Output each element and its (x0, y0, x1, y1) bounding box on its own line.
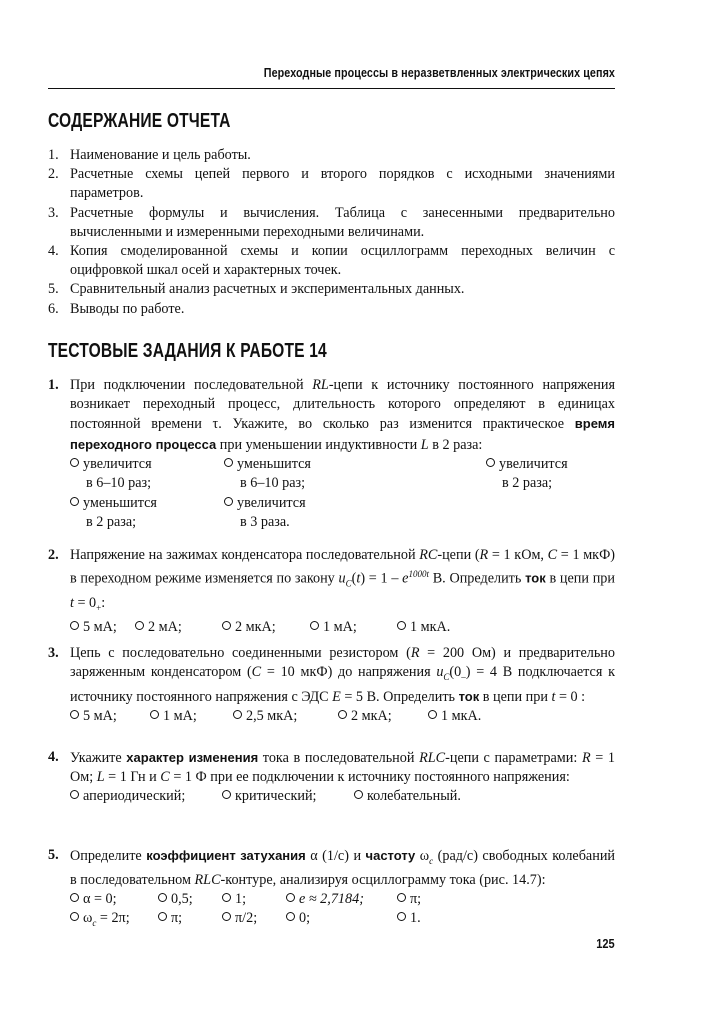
answer-option[interactable]: e ≈ 2,7184; (286, 890, 364, 909)
answer-option[interactable]: увеличится в 2 раза; (486, 455, 568, 493)
radio-circle-icon[interactable] (397, 912, 406, 921)
radio-circle-icon[interactable] (222, 621, 231, 630)
answer-option[interactable]: увеличится в 6–10 раз; (70, 455, 152, 493)
question-2: 2. Напряжение на зажимах конденсатора последовательной RC-цепи (R = 1 кОм, C = 1 мкФ) в переходном режиме изменяется по закону $u_C(t) = 1 - e^{1000t}$ В. Определить ток в цепи при $t = 0_+$: 5 мА; 2 мА; 2 мкА; 1 мА; 1 мкА. (48, 546, 615, 638)
answer-option[interactable]: π; (158, 909, 182, 928)
answer-option[interactable]: колебательный. (354, 787, 461, 806)
radio-circle-icon[interactable] (354, 790, 363, 799)
list-item: 5. Сравнительный анализ расчетных и экспериментальных данных. (48, 281, 465, 298)
question-5: 5. Определите коэффициент затухания α (1/с) и частоту $\omega_c$ (рад/с) свободных колебаний в последовательном RLC-контуре, анализируя осциллограмму тока (рис. 14.7): α = 0; 0,5; 1; e ≈ 2,7184; π; $\omega_c = 2\pi$; π; π/2; 0; 1. (48, 846, 615, 930)
page-number: 125 (596, 936, 615, 951)
answer-options (70, 707, 615, 727)
radio-circle-icon[interactable] (70, 790, 79, 799)
answer-option[interactable]: 5 мА; (70, 618, 117, 637)
radio-circle-icon[interactable] (224, 458, 233, 467)
question-1: 1. При подключении последовательной RL-цепи к источнику постоянного напряжения возникает переходный процесс, длительность которого определяют в единицах постоянной времени τ. Укажите, во сколько раз изменится практическое время переходного процесса при уменьшении индуктивности L в 2 раза: увеличится в 6–10 раз; уменьшится в 6–10 раз; увеличится в 2 раза; уменьшится в 2 раза; увеличится в 3 раза. (48, 376, 615, 535)
answer-option[interactable]: 1 мА; (150, 707, 197, 726)
answer-option[interactable]: 1 мкА. (397, 618, 450, 637)
question-4: 4. Укажите характер изменения тока в последовательной RLC-цепи с параметрами: R = 1 Ом; L = 1 Гн и C = 1 Ф при ее подключении к источнику постоянного напряжения: апериодический; критический; колебательный. (48, 748, 615, 807)
radio-circle-icon[interactable] (338, 710, 347, 719)
list-item: 1. Наименование и цель работы. (48, 147, 251, 163)
section-title-tests: ТЕСТОВЫЕ ЗАДАНИЯ К РАБОТЕ 14 (48, 340, 327, 362)
running-head: Переходные процессы в неразветвленных электрических цепях (263, 66, 615, 80)
answer-option[interactable]: 1 мА; (310, 618, 357, 637)
radio-circle-icon[interactable] (222, 912, 231, 921)
answer-option[interactable]: уменьшится в 2 раза; (70, 494, 157, 532)
section-title-report: СОДЕРЖАНИЕ ОТЧЕТА (48, 110, 231, 132)
answer-option[interactable]: 5 мА; (70, 707, 117, 726)
radio-circle-icon[interactable] (70, 458, 79, 467)
question-3: 3. Цепь с последовательно соединенными резистором (R = 200 Ом) и предварительно заряженным конденсатором (C = 10 мкФ) до напряжения $u_C(0_-) = 4$ В подключается к источнику постоянного напряжения с ЭДС E = 5 В. Определить ток в цепи при t = 0 : 5 мА; 1 мА; 2,5 мкА; 2 мкА; 1 мкА. (48, 644, 615, 727)
radio-circle-icon[interactable] (224, 497, 233, 506)
radio-circle-icon[interactable] (150, 710, 159, 719)
answer-option[interactable]: 1; (222, 890, 246, 909)
radio-circle-icon[interactable] (70, 893, 79, 902)
report-contents-list (48, 146, 615, 319)
answer-option[interactable]: уменьшится в 6–10 раз; (224, 455, 311, 493)
question-text: Определите коэффициент затухания α (1/с) и частоту $\omega_c$ (рад/с) свободных колебаний в последовательном RLC-контуре, анализируя осциллограмму тока (рис. 14.7): (70, 848, 616, 889)
list-item: 2. Расчетные схемы цепей первого и второго порядков с исходными значениями параметров. (48, 166, 615, 202)
answer-option[interactable]: 2 мкА; (338, 707, 392, 726)
radio-circle-icon[interactable] (222, 893, 231, 902)
answer-option[interactable]: π; (397, 890, 421, 909)
question-text: При подключении последовательной RL-цепи к источнику постоянного напряжения возникает переходный процесс, длительность которого определяют в единицах постоянной времени τ. Укажите, во сколько раз изменится практическое время переходного процесса при уменьшении индуктивности L в 2 раза: (70, 377, 615, 453)
header-rule (48, 88, 615, 89)
answer-option[interactable]: $\omega_c = 2\pi$; (70, 909, 130, 933)
radio-circle-icon[interactable] (70, 912, 79, 921)
radio-circle-icon[interactable] (158, 893, 167, 902)
radio-circle-icon[interactable] (286, 893, 295, 902)
answer-option[interactable]: критический; (222, 787, 316, 806)
radio-circle-icon[interactable] (233, 710, 242, 719)
list-item: 3. Расчетные формулы и вычисления. Таблица с занесенными предварительно вычисленными и измеренными переходными величинами. (48, 204, 615, 240)
radio-circle-icon[interactable] (428, 710, 437, 719)
radio-circle-icon[interactable] (70, 710, 79, 719)
answer-option[interactable]: 1 мкА. (428, 707, 481, 726)
list-item: 4. Копия смоделированной схемы и копии осциллограмм переходных величин с оцифровкой шкал осей и характерных точек. (48, 243, 615, 279)
answer-options (70, 455, 615, 535)
answer-options (70, 618, 615, 638)
answer-option[interactable]: π/2; (222, 909, 257, 928)
radio-circle-icon[interactable] (135, 621, 144, 630)
radio-circle-icon[interactable] (286, 912, 295, 921)
answer-option[interactable]: 0; (286, 909, 310, 928)
answer-option[interactable]: 2,5 мкА; (233, 707, 297, 726)
answer-option[interactable]: α = 0; (70, 890, 117, 909)
answer-option[interactable]: апериодический; (70, 787, 185, 806)
answer-options (70, 787, 615, 807)
answer-option[interactable]: 1. (397, 909, 421, 928)
radio-circle-icon[interactable] (397, 893, 406, 902)
answer-option[interactable]: 0,5; (158, 890, 193, 909)
answer-option[interactable]: 2 мкА; (222, 618, 276, 637)
radio-circle-icon[interactable] (70, 497, 79, 506)
radio-circle-icon[interactable] (397, 621, 406, 630)
radio-circle-icon[interactable] (158, 912, 167, 921)
question-text: Напряжение на зажимах конденсатора последовательной RC-цепи (R = 1 кОм, C = 1 мкФ) в переходном режиме изменяется по закону $u_C(t) = 1 - e^{1000t}$ В. Определить ток в цепи при $t = 0_+$: (70, 547, 615, 613)
list-item: 6. Выводы по работе. (48, 300, 185, 317)
answer-options (70, 890, 615, 930)
question-text: Укажите характер изменения тока в последовательной RLC-цепи с параметрами: R = 1 Ом; L = 1 Гн и C = 1 Ф при ее подключении к источнику постоянного напряжения: (70, 750, 615, 786)
radio-circle-icon[interactable] (70, 621, 79, 630)
answer-option[interactable]: увеличится в 3 раза. (224, 494, 306, 532)
answer-option[interactable]: 2 мА; (135, 618, 182, 637)
radio-circle-icon[interactable] (222, 790, 231, 799)
question-text: Цепь с последовательно соединенными резистором (R = 200 Ом) и предварительно заряженным конденсатором (C = 10 мкФ) до напряжения $u_C(0_-) = 4$ В подключается к источнику постоянного напряжения с ЭДС E = 5 В. Определить ток в цепи при t = 0 : (70, 645, 615, 706)
radio-circle-icon[interactable] (310, 621, 319, 630)
radio-circle-icon[interactable] (486, 458, 495, 467)
